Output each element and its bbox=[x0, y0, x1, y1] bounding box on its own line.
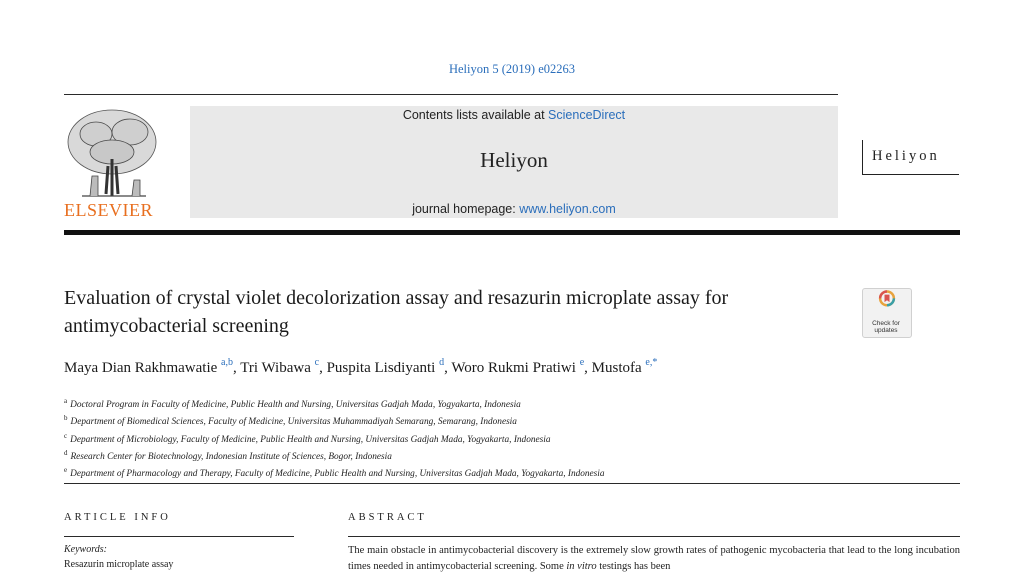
author-affil-link[interactable]: d bbox=[439, 357, 445, 368]
author-affil-link[interactable]: c bbox=[314, 357, 320, 368]
affiliation-text: Department of Biomedical Sciences, Faculty of Medicine, Universitas Muhammadiyah Semarang, Semarang, Indonesia bbox=[70, 417, 517, 428]
homepage-prefix: journal homepage: bbox=[412, 202, 520, 216]
author-name: Mustofa bbox=[591, 360, 646, 376]
author-name: Puspita Lisdiyanti bbox=[326, 360, 440, 376]
keywords-label: Keywords: bbox=[64, 544, 107, 555]
affiliation-list bbox=[64, 395, 605, 481]
author-name: Woro Rukmi Pratiwi bbox=[451, 360, 580, 376]
affiliation-item bbox=[64, 395, 605, 412]
affiliation-item bbox=[64, 447, 605, 464]
author-separator: , bbox=[444, 360, 452, 376]
author-separator: , bbox=[584, 360, 592, 376]
badge-line-1: Check for bbox=[872, 320, 900, 327]
author-name: Tri Wibawa bbox=[240, 360, 315, 376]
author-4 bbox=[451, 357, 592, 376]
header-thick-rule bbox=[64, 230, 960, 235]
badge-line-2: updates bbox=[874, 327, 898, 334]
affiliation-text: Department of Pharmacology and Therapy, Faculty of Medicine, Public Health and Nursing, Universitas Gadjah Mada, Yogyakarta, Indonesia bbox=[70, 469, 605, 480]
affiliation-mark: b bbox=[64, 414, 68, 423]
sciencedirect-link[interactable]: ScienceDirect bbox=[548, 108, 626, 122]
journal-side-logo-text: Heliyon bbox=[872, 148, 940, 164]
abstract-rule bbox=[348, 536, 960, 537]
article-info-heading: ARTICLE INFO bbox=[64, 512, 171, 523]
author-separator: , bbox=[232, 360, 241, 376]
affiliation-mark: a bbox=[64, 397, 68, 405]
contents-line bbox=[190, 108, 838, 122]
author-affil-link[interactable]: e bbox=[579, 357, 585, 368]
top-rule bbox=[64, 94, 838, 95]
elsevier-wordmark: ELSEVIER bbox=[64, 200, 153, 220]
author-name: Maya Dian Rakhmawatie bbox=[64, 360, 222, 376]
author-affil-link[interactable]: e,* bbox=[645, 357, 658, 368]
affiliation-item bbox=[64, 464, 605, 481]
check-for-updates-label bbox=[862, 320, 910, 334]
journal-homepage-link[interactable]: www.heliyon.com bbox=[519, 202, 616, 216]
author-1 bbox=[64, 357, 241, 376]
author-2 bbox=[240, 357, 327, 376]
check-for-updates-icon bbox=[863, 289, 911, 319]
affiliation-item bbox=[64, 430, 605, 447]
affiliation-mark: c bbox=[64, 431, 68, 440]
section-rule bbox=[64, 483, 960, 484]
author-list bbox=[64, 358, 657, 377]
abstract-text-1: The main obstacle in antimycobacterial discovery is the extremely slow growth rates of pathogenic mycobacteria that lead to the long incubation times needed in antimycobacterial screening. Some bbox=[348, 545, 960, 572]
abstract-text-2: testings has been bbox=[596, 561, 671, 572]
homepage-line bbox=[190, 202, 838, 216]
keywords-list bbox=[64, 558, 173, 572]
affiliation-mark: e bbox=[64, 466, 68, 475]
abstract-heading: ABSTRACT bbox=[348, 512, 427, 523]
abstract-text-italic: in vitro bbox=[566, 561, 597, 572]
author-5 bbox=[591, 357, 658, 376]
journal-citation[interactable]: Heliyon 5 (2019) e02263 bbox=[448, 62, 576, 76]
contents-prefix: Contents lists available at bbox=[402, 108, 549, 122]
affiliation-item bbox=[64, 412, 605, 429]
journal-name: Heliyon bbox=[480, 148, 548, 172]
article-info-rule bbox=[64, 536, 294, 537]
keyword-item: Resazurin microplate assay bbox=[64, 559, 174, 570]
affiliation-mark: d bbox=[64, 448, 68, 457]
author-3 bbox=[326, 357, 452, 376]
affiliation-text: Doctoral Program in Faculty of Medicine, Public Health and Nursing, Universitas Gadjah Mada, Yogyakarta, Indonesia bbox=[70, 400, 521, 411]
affiliation-text: Research Center for Biotechnology, Indonesian Institute of Sciences, Bogor, Indonesia bbox=[70, 451, 392, 462]
author-separator: , bbox=[319, 360, 327, 376]
abstract-body bbox=[348, 543, 960, 575]
affiliation-text: Department of Microbiology, Faculty of Medicine, Public Health and Nursing, Universitas Gadjah Mada, Yogyakarta, Indonesia bbox=[70, 434, 551, 445]
author-affil-link[interactable]: a,b bbox=[221, 357, 233, 368]
article-title: Evaluation of crystal violet decolorization assay and resazurin microplate assay for antimycobacterial screening bbox=[64, 287, 729, 337]
